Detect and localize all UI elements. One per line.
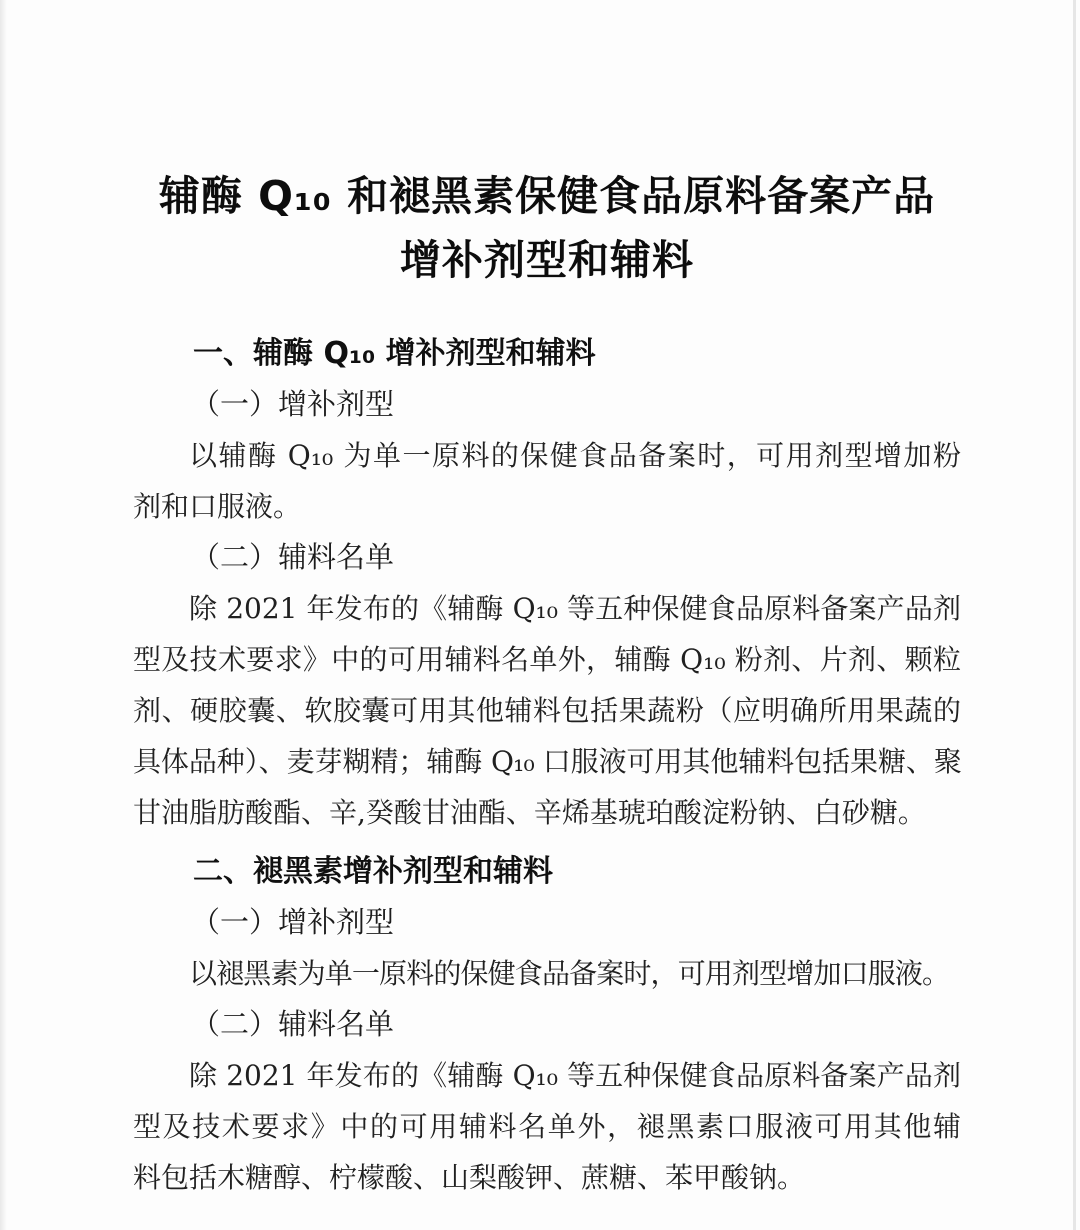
section1-heading: 一、辅酶 Q₁₀ 增补剂型和辅料 <box>193 336 596 371</box>
paragraph-line: 除 2021 年发布的《辅酶 Q₁₀ 等五种保健食品原料备案产品剂 <box>189 592 961 625</box>
document-title <box>133 164 961 292</box>
document-title-line2: 增补剂型和辅料 <box>400 236 694 284</box>
scan-right-edge <box>1073 0 1076 1230</box>
section2-sub2-heading: （二）辅料名单 <box>191 1007 395 1041</box>
section1-sub2-heading: （二）辅料名单 <box>191 540 395 574</box>
document-title-line1: 辅酶 Q₁₀ 和褪黑素保健食品原料备案产品 <box>158 172 936 220</box>
section1-paragraph2 <box>133 583 961 838</box>
section1-paragraph1 <box>133 430 961 532</box>
section2-paragraph1 <box>133 948 961 999</box>
document-content <box>133 0 961 1203</box>
section2-sub1-heading: （一）增补剂型 <box>191 905 395 939</box>
paragraph-line: 甘油脂肪酸酯、辛,癸酸甘油酯、辛烯基琥珀酸淀粉钠、白砂糖。 <box>133 796 926 829</box>
paragraph-line: 除 2021 年发布的《辅酶 Q₁₀ 等五种保健食品原料备案产品剂 <box>189 1059 961 1092</box>
section2-heading: 二、褪黑素增补剂型和辅料 <box>193 854 553 889</box>
paragraph-line: 以褪黑素为单一原料的保健食品备案时，可用剂型增加口服液。 <box>189 957 950 990</box>
section2-paragraph2 <box>133 1050 961 1203</box>
paragraph-line: 料包括木糖醇、柠檬酸、山梨酸钾、蔗糖、苯甲酸钠。 <box>133 1161 806 1194</box>
scan-left-edge <box>0 0 7 1230</box>
paragraph-line: 型及技术要求》中的可用辅料名单外，褪黑素口服液可用其他辅 <box>133 1110 961 1143</box>
paragraph-line: 以辅酶 Q₁₀ 为单一原料的保健食品备案时，可用剂型增加粉 <box>189 439 961 472</box>
paragraph-line: 具体品种）、麦芽糊精；辅酶 Q₁₀ 口服液可用其他辅料包括果糖、聚 <box>133 745 961 778</box>
paragraph-line: 型及技术要求》中的可用辅料名单外，辅酶 Q₁₀ 粉剂、片剂、颗粒 <box>133 643 961 676</box>
paragraph-line: 剂、硬胶囊、软胶囊可用其他辅料包括果蔬粉（应明确所用果蔬的 <box>133 694 961 727</box>
section1-sub1-heading: （一）增补剂型 <box>191 387 395 421</box>
paragraph-line: 剂和口服液。 <box>133 490 302 523</box>
